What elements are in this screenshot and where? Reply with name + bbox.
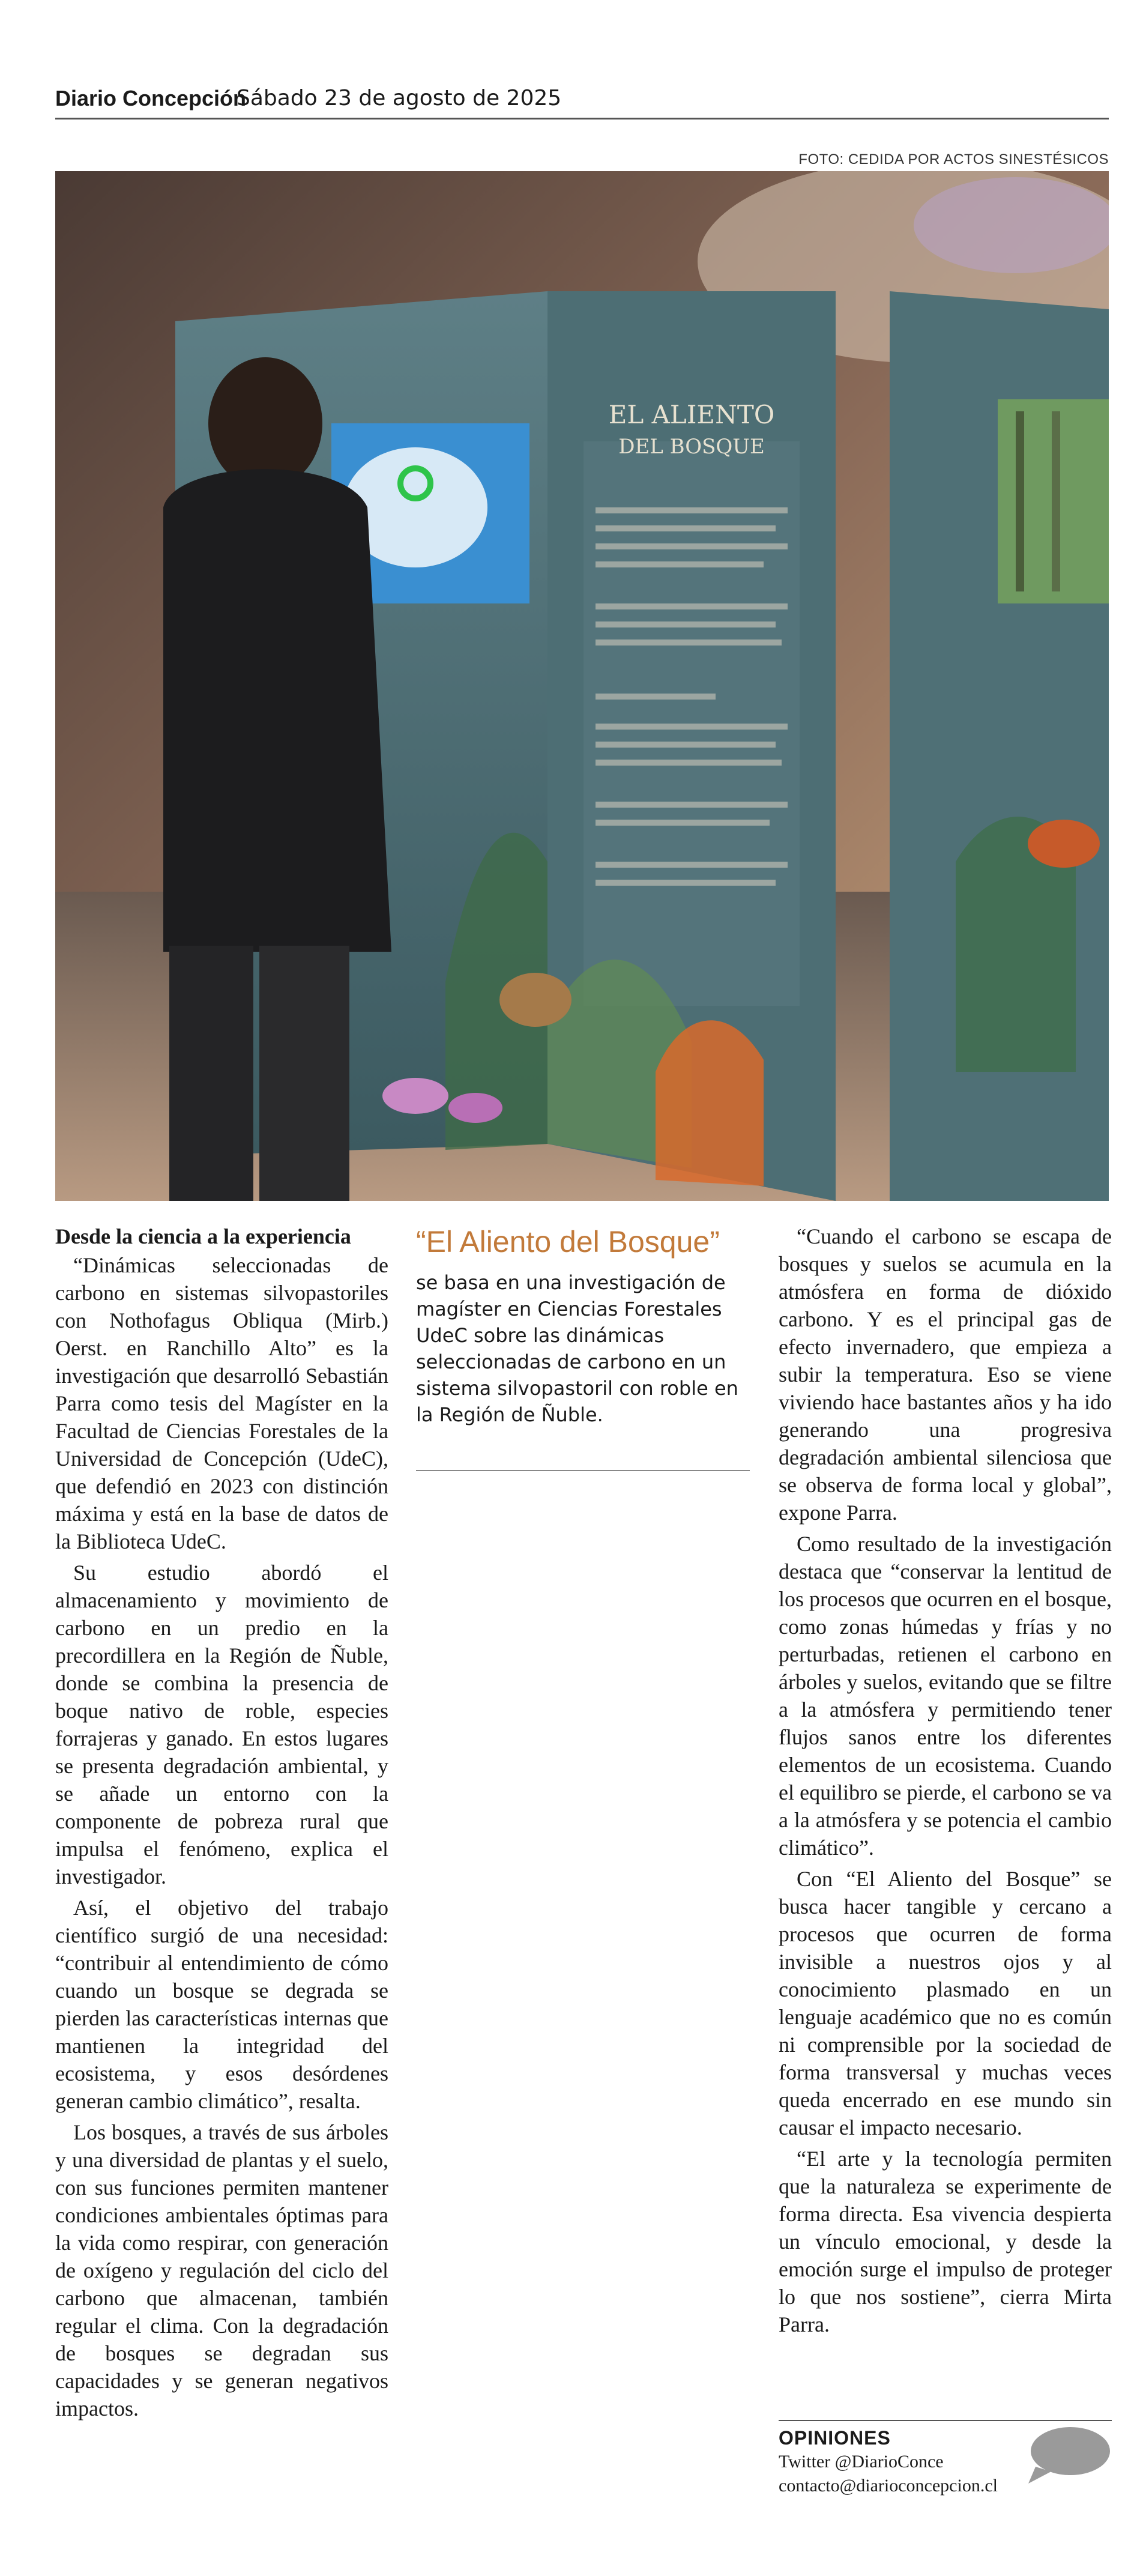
page-header xyxy=(55,86,1109,119)
paragraph: “Dinámicas seleccionadas de carbono en sistemas silvopastoriles con Nothofagus Obliqua (Mirb.) Oerst. en Ranchillo Alto” es la investigación que desarrolló Sebastián Parra como tesis del Magíster en la Facultad de Ciencias Forestales de la Universidad de Concepción (UdeC), que defendió en 2023 con distinción máxima y está en la base de datos de la Biblioteca UdeC. xyxy=(55,1253,388,1553)
contact-email[interactable]: contacto@diarioconcepcion.cl xyxy=(779,2476,998,2496)
article-column-3 xyxy=(779,1223,1112,2342)
paragraph: Con “El Aliento del Bosque” se busca hacer tangible y cercano a procesos que ocurren de forma invisible a nuestros ojos y al conocimiento plasmado en un lenguaje académico que no es común ni comprensible por la sociedad de forma transversal y muchas veces queda encerrado en ese mundo sin causar el impacto necesario. xyxy=(779,1867,1112,2139)
paragraph: Su estudio abordó el almacenamiento y movimiento de carbono en un predio en la precordillera en la Región de Ñuble, donde se combina la presencia de boque nativo de roble, especies forrajeras y ganado. En estos lugares se presenta degradación ambiental, y se añade un entorno con la componente de pobreza rural que impulsa el fenómeno, explica el investigador. xyxy=(55,1561,388,1888)
divider xyxy=(416,1470,750,1471)
paragraph: “El arte y la tecnología permiten que la naturaleza se experimente de forma directa. Esa vivencia despierta un vínculo emocional, y desde la emoción surge el impulso de proteger lo que nos sostiene”, cierra Mirta Parra. xyxy=(779,2147,1112,2336)
pull-quote-body: se basa en una investigación de magíster en Ciencias Forestales UdeC sobre las dinámicas seleccionadas de carbono en un sistema silvopastoril con roble en la Región de Ñuble. xyxy=(416,1271,738,1426)
exhibit-photo xyxy=(55,171,1109,1201)
paragraph: Como resultado de la investigación destaca que “conservar la lentitud de los procesos que ocurren en el bosque, como zonas húmedas y frías y no perturbadas, retienen el carbono en árboles y suelos, evitando que se filtre a la atmósfera y permitiendo tener flujos sanos entre los diferentes elementos de un ecosistema. Cuando el equilibro se pierde, el carbono se va a la atmósfera y se potencia el cambio climático”. xyxy=(779,1532,1112,1860)
exhibit-photo-illustration xyxy=(55,171,1109,1201)
article-column-1 xyxy=(55,1223,388,2426)
photo-credit: FOTO: CEDIDA POR ACTOS SINESTÉSICOS xyxy=(798,151,1109,168)
opiniones-title: OPINIONES xyxy=(779,2427,891,2449)
newspaper-name: Diario Concepción xyxy=(55,86,247,110)
svg-text:EL ALIENTO: EL ALIENTO xyxy=(608,400,775,429)
speech-bubble-icon xyxy=(1024,2425,1111,2485)
pull-quote-title: “El Aliento del Bosque” xyxy=(416,1225,720,1259)
pull-quote xyxy=(416,1223,750,1471)
svg-text:DEL BOSQUE: DEL BOSQUE xyxy=(618,435,765,459)
paragraph: Los bosques, a través de sus árboles y una diversidad de plantas y el suelo, con sus funciones permiten mantener condiciones ambientales óptimas para la vida como respirar, con generación de oxígeno y regulación del ciclo del carbono que almacenan, también regular el clima. Con la degradación de bosques se degradan sus capacidades y se generan negativos impactos. xyxy=(55,2120,388,2420)
section-subhead: Desde la ciencia a la experiencia xyxy=(55,1224,351,1248)
paragraph: Así, el objetivo del trabajo científico surgió de una necesidad: “contribuir al entendimiento de cómo cuando un bosque se degrada se pierden las características internas que mantienen la integridad del ecosistema, y esos desórdenes generan cambio climático”, resalta. xyxy=(55,1896,388,2113)
paragraph: “Cuando el carbono se escapa de bosques y suelos se acumula en la atmósfera en forma de dióxido carbono. Y es el principal gas de efecto invernadero, que empieza a subir la temperatura. Eso se viene viviendo hace bastantes años y ha ido generando una progresiva degradación ambiental silenciosa que se observa de forma local y global”, expone Parra. xyxy=(779,1224,1112,1525)
twitter-handle[interactable]: Twitter @DiarioConce xyxy=(779,2452,944,2472)
issue-date: Sábado 23 de agosto de 2025 xyxy=(237,86,562,110)
